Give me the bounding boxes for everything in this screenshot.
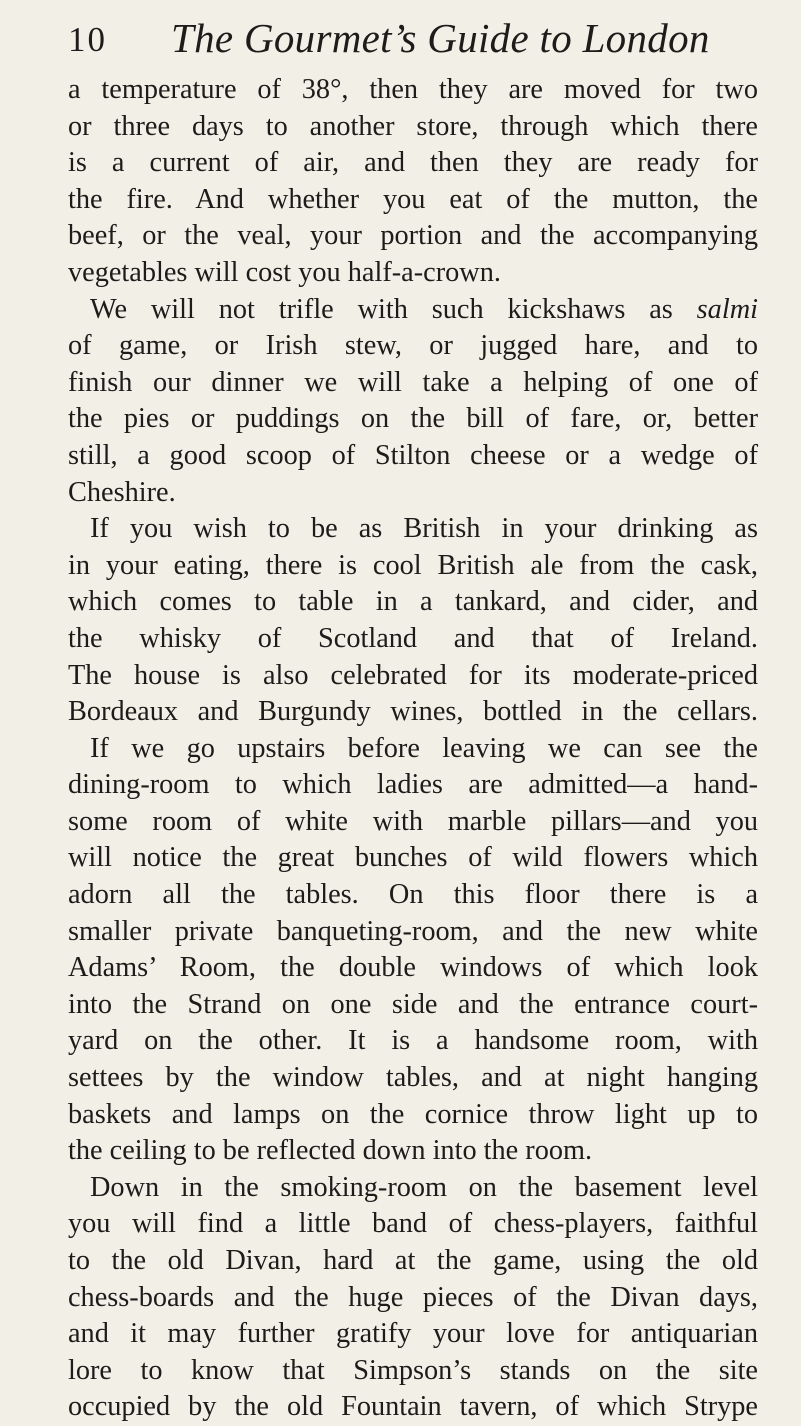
text-line: If you wish to be as British in your drinking as <box>90 513 758 545</box>
text-line: Adams’ Room, the double windows of which look <box>68 952 758 984</box>
text-line: finish our dinner we will take a helping of one of <box>68 366 758 398</box>
text-segment: We will not trifle with such kickshaws as <box>90 293 673 325</box>
text-line: vegetables will cost you half-a-crown. <box>68 256 501 288</box>
text-line: The house is also celebrated for its moderate-priced <box>68 659 758 691</box>
text-line: the whisky of Scotland and that of Ireland. <box>68 622 758 654</box>
text-line: in your eating, there is cool British ale from the cask, <box>68 549 758 581</box>
book-title: The Gourmet’s Guide to London <box>171 15 710 61</box>
text-line: baskets and lamps on the cornice throw light up to <box>68 1098 758 1130</box>
italic-term: salmi <box>696 293 758 325</box>
text-line: the pies or puddings on the bill of fare, or, better <box>68 403 758 435</box>
text-line: settees by the window tables, and at night hanging <box>68 1062 758 1094</box>
text-line: and it may further gratify your love for antiquarian <box>68 1318 758 1350</box>
text-line: Cheshire. <box>68 476 176 508</box>
text-line <box>68 292 758 329</box>
text-line: smaller private banqueting-room, and the new white <box>68 915 758 947</box>
text-line: some room of white with marble pillars—and you <box>68 805 758 837</box>
text-line: which comes to table in a tankard, and cider, and <box>68 586 758 618</box>
text-line: into the Strand on one side and the entrance court- <box>68 988 758 1020</box>
text-line: adorn all the tables. On this floor there is a <box>68 879 758 911</box>
running-head <box>68 14 768 64</box>
text-line: a temperature of 38°, then they are moved for two <box>68 74 758 105</box>
text-line: you will find a little band of chess-players, faithful <box>68 1208 758 1240</box>
text-line: Bordeaux and Burgundy wines, bottled in the cellars. <box>68 696 758 728</box>
text-line: occupied by the old Fountain tavern, of which Strype <box>68 1391 758 1423</box>
text-line: of game, or Irish stew, or jugged hare, and to <box>68 330 758 362</box>
text-line: beef, or the veal, your portion and the accompanying <box>68 220 758 252</box>
text-line: lore to know that Simpson’s stands on the site <box>68 1354 758 1386</box>
text-line: If we go upstairs before leaving we can see the <box>90 732 758 764</box>
text-line: will notice the great bunches of wild flowers which <box>68 842 758 874</box>
text-line: chess-boards and the huge pieces of the Divan days, <box>68 1281 758 1313</box>
page-number: 10 <box>68 20 107 59</box>
text-line: dining-room to which ladies are admitted—a hand- <box>68 769 758 801</box>
text-line: the ceiling to be reflected down into the room. <box>68 1135 593 1167</box>
text-line: still, a good scoop of Stilton cheese or a wedge of <box>68 439 758 471</box>
text-line: is a current of air, and then they are ready for <box>68 147 758 179</box>
text-line: yard on the other. It is a handsome room, with <box>68 1025 758 1057</box>
text-line: the fire. And whether you eat of the mutton, the <box>68 183 758 215</box>
body-text <box>68 72 758 1426</box>
text-line: or three days to another store, through which there <box>68 110 758 142</box>
text-line: to the old Divan, hard at the game, using the old <box>68 1245 758 1276</box>
text-line: Down in the smoking-room on the basement level <box>90 1171 758 1203</box>
